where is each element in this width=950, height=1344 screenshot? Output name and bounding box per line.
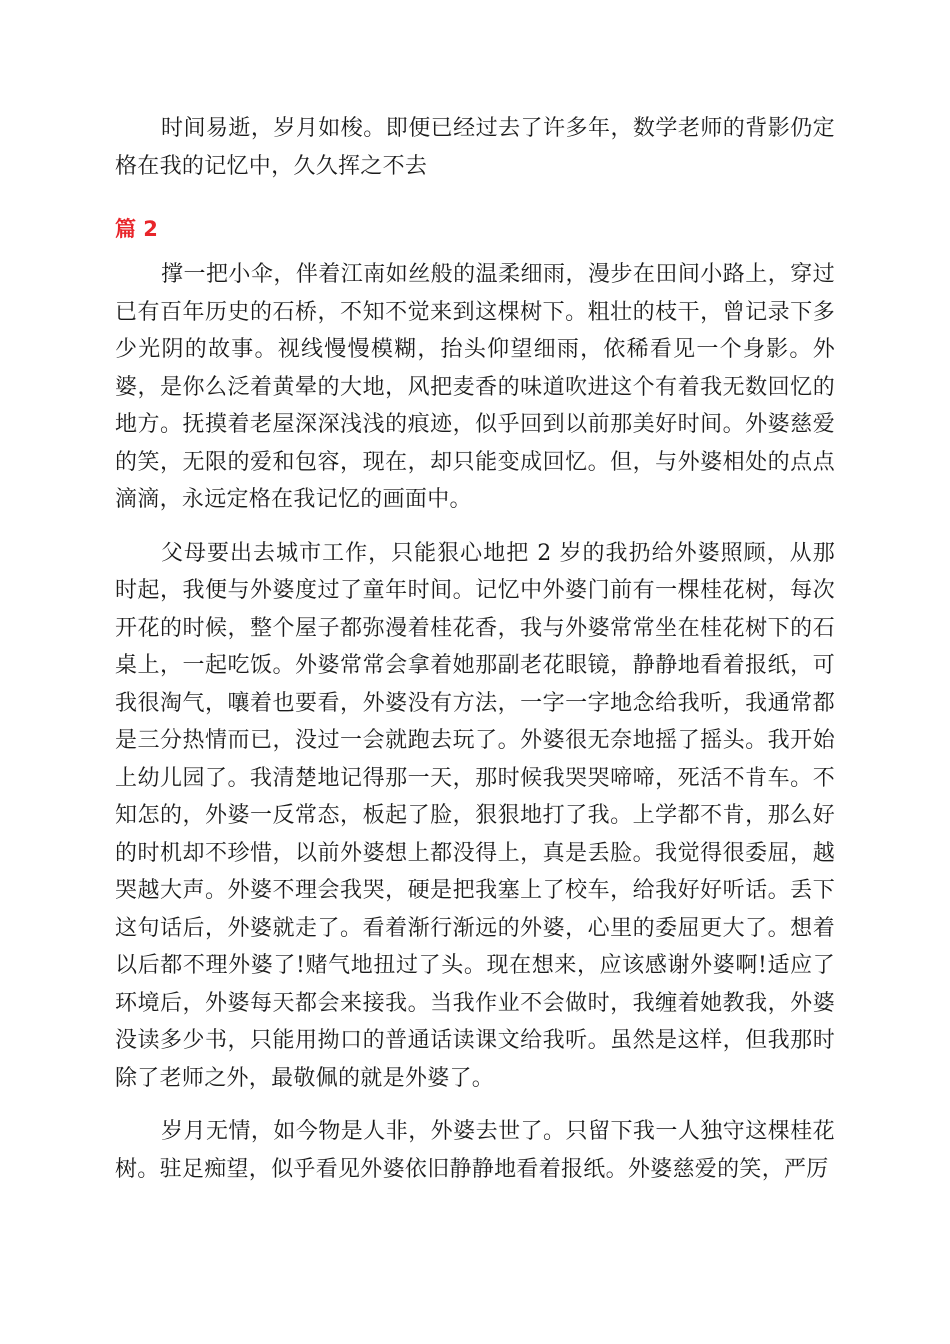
section-heading: 篇 2 [115,217,158,241]
intro-paragraph: 时间易逝，岁月如梭。即便已经过去了许多年，数学老师的背影仍定格在我的记忆中，久久挥之不去 [115,116,835,179]
body-paragraph-1: 撑一把小伞，伴着江南如丝般的温柔细雨，漫步在田间小路上，穿过已有百年历史的石桥，不知不觉来到这棵树下。粗壮的枝干，曾记录下多少光阴的故事。视线慢慢模糊，抬头仰望细雨，依稀看见一个身影。外婆，是你么泛着黄晕的大地，风把麦香的味道吹进这个有着我无数回忆的地方。抚摸着老屋深深浅浅的痕迹，似乎回到以前那美好时间。外婆慈爱的笑，无限的爱和包容，现在，却只能变成回忆。但，与外婆相处的点点滴滴，永远定格在我记忆的画面中。 [115,262,835,512]
document-page [115,110,835,1188]
body-paragraph-3: 岁月无情，如今物是人非，外婆去世了。只留下我一人独守这棵桂花树。驻足痴望，似乎看见外婆依旧静静地看着报纸。外婆慈爱的笑，严厉 [115,1119,835,1182]
body-paragraph-2: 父母要出去城市工作，只能狠心地把 2 岁的我扔给外婆照顾，从那时起，我便与外婆度过了童年时间。记忆中外婆门前有一棵桂花树，每次开花的时候，整个屋子都弥漫着桂花香，我与外婆常常坐在桂花树下的石桌上，一起吃饭。外婆常常会拿着她那副老花眼镜，静静地看着报纸，可我很淘气，嚷着也要看，外婆没有方法，一字一字地念给我听，我通常都是三分热情而已，没过一会就跑去玩了。外婆很无奈地摇了摇头。我开始上幼儿园了。我清楚地记得那一天，那时候我哭哭啼啼，死活不肯车。不知怎的，外婆一反常态，板起了脸，狠狠地打了我。上学都不肯，那么好的时机却不珍惜，以前外婆想上都没得上，真是丢脸。我觉得很委屈，越哭越大声。外婆不理会我哭，硬是把我塞上了校车，给我好好听话。丢下这句话后，外婆就走了。看着渐行渐远的外婆，心里的委屈更大了。想着以后都不理外婆了!赌气地扭过了头。现在想来，应该感谢外婆啊!适应了环境后，外婆每天都会来接我。当我作业不会做时，我缠着她教我，外婆没读多少书，只能用拗口的普通话读课文给我听。虽然是这样，但我那时除了老师之外，最敬佩的就是外婆了。 [115,540,835,1091]
